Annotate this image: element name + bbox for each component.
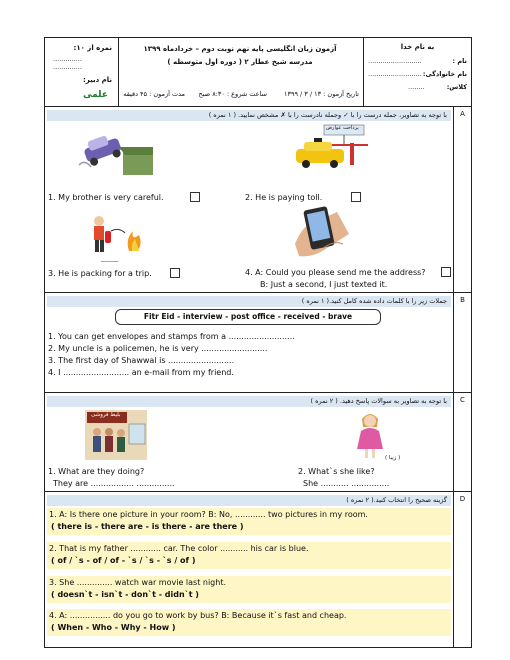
section-d xyxy=(45,492,471,647)
phone-texting-illustration xyxy=(293,204,351,260)
exam-title: آزمون زبان انگلیسی پایه نهم نوبت دوم – خردادماه ۱۳۹۹ xyxy=(143,45,337,53)
teacher-name: علمی xyxy=(83,90,108,100)
family-field[interactable]: .......................... xyxy=(368,70,422,78)
section-a-instruction: با توجه به تصاویر، جمله درست را با ✓ وجمله نادرست را با ✗ مشخص نمایید. ( ۱ نمره ) xyxy=(47,110,451,121)
c-question-1: 1. What are they doing? xyxy=(48,467,145,476)
teacher-label: نام دبیر: xyxy=(82,76,112,84)
score-column xyxy=(45,38,119,106)
section-c xyxy=(45,393,471,492)
statement-2: 2. He is paying toll. xyxy=(245,193,323,202)
b-sentence-1: 1. You can get envelopes and stamps from a .......................... xyxy=(48,332,295,341)
ticket-office-sign: بلیط فروشی xyxy=(91,412,121,418)
word-bank: Fitr Eid - interview - post office - received - brave xyxy=(115,309,381,325)
section-c-label: C xyxy=(453,393,471,491)
d-question-4 xyxy=(47,609,451,636)
class-field[interactable]: ........ xyxy=(408,83,425,91)
fire-extinguisher-illustration xyxy=(85,211,147,257)
d-question-1 xyxy=(47,508,451,535)
d-question-4-text: 4. A: ................ do you go to work by bus? B: Because it`s fast and cheap. xyxy=(49,611,347,620)
girl-illustration xyxy=(353,409,387,461)
b-sentence-3: 3. The first day of Shawwal is .......................... xyxy=(48,356,235,365)
score-dots: .............. xyxy=(53,55,82,63)
name-label: نام : xyxy=(452,57,467,65)
score-dots-2: .............. xyxy=(53,63,82,71)
car-crash-illustration xyxy=(75,125,153,175)
answer-box-3[interactable] xyxy=(170,268,180,278)
section-a-label: A xyxy=(453,107,471,292)
answer-box-1[interactable] xyxy=(190,192,200,202)
answer-box-2[interactable] xyxy=(351,192,361,202)
d-question-3-options[interactable]: ( doesn`t - isn`t - don`t - didn`t ) xyxy=(51,590,199,599)
section-d-label: D xyxy=(453,492,471,647)
d-question-2-options[interactable]: ( of / `s - of / of - `s / `s - `s / of ) xyxy=(51,556,196,565)
d-question-3 xyxy=(47,576,451,603)
section-d-instruction: گزینه صحیح را انتخاب کنید.( ۲ نمره ) xyxy=(47,495,451,506)
section-b-instruction: جملات زیر را با کلمات داده شده کامل کنید.( ۱ نمره ) xyxy=(47,296,451,307)
c-answer-2[interactable]: She ........... ............... xyxy=(303,479,390,488)
b-sentence-2: 2. My uncle is a policemen, he is very .......................... xyxy=(48,344,268,353)
d-question-1-text: 1. A: Is there one picture in your room? B: No, ............ two pictures in my room. xyxy=(49,510,368,519)
image-3-underline: _______ xyxy=(101,256,119,262)
exam-sheet xyxy=(44,37,472,648)
section-a xyxy=(45,107,471,293)
exam-date: تاریخ آزمون : ۱۳ / ۳ / ۱۳۹۹ xyxy=(284,90,359,98)
section-b xyxy=(45,293,471,393)
family-label: نام خانوادگی: xyxy=(422,70,467,78)
exam-header xyxy=(45,38,471,107)
student-info-column xyxy=(364,38,471,106)
answer-box-4[interactable] xyxy=(441,267,451,277)
b-sentence-4: 4. I .......................... an e-mail from my friend. xyxy=(48,368,234,377)
school-name: مدرسه شیخ عطار ۲ ( دوره اول متوسطه ) xyxy=(167,58,313,66)
class-label: کلاس: xyxy=(446,83,467,91)
name-field[interactable]: .......................... xyxy=(368,57,422,65)
section-b-label: B xyxy=(453,293,471,392)
statement-3: 3. He is packing for a trip. xyxy=(48,269,152,278)
section-c-instruction: با توجه به تصاویر به سوالات پاسخ دهید. ( ۲ نمره ) xyxy=(47,396,451,407)
statement-1: 1. My brother is very careful. xyxy=(48,193,164,202)
c-answer-1[interactable]: They are ................. ............... xyxy=(53,479,175,488)
d-question-2 xyxy=(47,542,451,569)
toll-sign-text: پرداخت عوارض xyxy=(326,125,359,131)
d-question-3-text: 3. She .............. watch war movie last night. xyxy=(49,578,227,587)
statement-4b: B: Just a second, I just texted it. xyxy=(260,280,388,289)
basmala: به نام خدا xyxy=(400,43,435,51)
statement-4a: 4. A: Could you please send me the address? xyxy=(245,268,426,277)
exam-start: ساعت شروع : ۸:۳۰ صبح xyxy=(198,90,267,98)
c-question-2: 2. What`s she like? xyxy=(298,467,375,476)
girl-note: ( زیبا ) xyxy=(385,455,401,461)
score-label: نمره از ۱۰: xyxy=(73,44,112,52)
exam-duration: مدت آزمون : ۴۵ دقیقه xyxy=(123,90,185,98)
exam-info-column xyxy=(119,38,364,106)
d-question-1-options[interactable]: ( there is - there are - is there - are there ) xyxy=(51,522,244,531)
d-question-2-text: 2. That is my father ............ car. The color ........... his car is blue. xyxy=(49,544,309,553)
d-question-4-options[interactable]: ( When - Who - Why - How ) xyxy=(51,623,176,632)
